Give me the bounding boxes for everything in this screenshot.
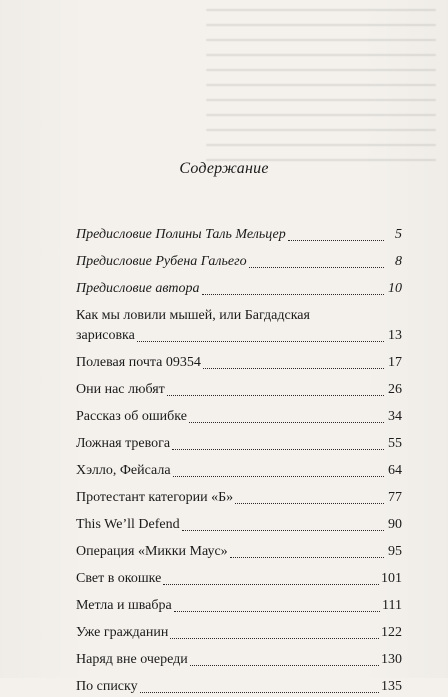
toc-entry-title-line1: Как мы ловили мышей, или Багдадская (76, 308, 310, 323)
toc-dot-leader (203, 368, 384, 369)
toc-page-number: 13 (388, 328, 402, 343)
toc-entry[interactable] (76, 279, 402, 299)
toc-page-number: 34 (388, 409, 402, 424)
toc-entry-title: Они нас любят (76, 382, 165, 397)
toc-entry-title: По списку (76, 679, 138, 694)
toc-entry[interactable] (76, 353, 402, 373)
toc-entry-title: Предисловие Рубена Гальего (76, 254, 247, 269)
toc-entry-title: Свет в окошке (76, 571, 162, 586)
toc-entry-title: Уже гражданин (76, 625, 169, 640)
toc-entry-title: Хэлло, Фейсала (76, 463, 171, 478)
toc-entry[interactable] (76, 306, 402, 346)
toc-page-number: 64 (388, 463, 402, 478)
toc-title: Содержание (179, 160, 269, 177)
toc-page-number: 55 (388, 436, 402, 451)
toc-dot-leader (172, 449, 384, 450)
toc-dot-leader (163, 584, 379, 585)
toc-page-number: 101 (381, 571, 402, 586)
toc-entry-title: This We’ll Defend (76, 517, 180, 532)
toc-page-number: 95 (388, 544, 402, 559)
toc-page-number: 17 (388, 355, 402, 370)
toc-dot-leader (230, 557, 384, 558)
toc-entry[interactable] (76, 542, 402, 562)
toc-dot-leader (137, 341, 384, 342)
toc-entry-title: Полевая почта 09354 (76, 355, 201, 370)
toc-entry[interactable] (76, 252, 402, 272)
toc-dot-leader (173, 476, 384, 477)
toc-entry[interactable] (76, 623, 402, 643)
toc-page-number: 77 (388, 490, 402, 505)
toc-entry[interactable] (76, 569, 402, 589)
toc-entry-title: Рассказ об ошибке (76, 409, 187, 424)
toc-entry-title: Наряд вне очереди (76, 652, 188, 667)
toc-entry[interactable] (76, 461, 402, 481)
toc-page-number: 122 (381, 625, 402, 640)
toc-entry-title: Предисловие автора (76, 281, 200, 296)
toc-entry[interactable] (76, 380, 402, 400)
bleed-through-text (206, 0, 436, 166)
toc-page-number: 26 (388, 382, 402, 397)
toc-entry[interactable] (76, 596, 402, 616)
toc-dot-leader (288, 240, 384, 241)
toc-page-number: 90 (388, 517, 402, 532)
toc-dot-leader (140, 692, 379, 693)
toc-entry[interactable] (76, 407, 402, 427)
toc-entry[interactable] (76, 225, 402, 245)
toc-page-number: 5 (395, 227, 402, 242)
toc-dot-leader (189, 422, 384, 423)
toc-dot-leader (182, 530, 384, 531)
toc-entry[interactable] (76, 650, 402, 670)
toc-entry[interactable] (76, 488, 402, 508)
toc-entry-title: Предисловие Полины Таль Мельцер (76, 227, 286, 242)
toc-dot-leader (249, 267, 384, 268)
toc-dot-leader (174, 611, 380, 612)
toc-entry-title: Операция «Микки Маус» (76, 544, 228, 559)
toc-page-number: 135 (381, 679, 402, 694)
toc-entry-title: Метла и швабра (76, 598, 172, 613)
table-of-contents (76, 225, 402, 697)
toc-dot-leader (170, 638, 379, 639)
toc-entry-title-line2: зарисовка (76, 328, 135, 343)
toc-dot-leader (190, 665, 379, 666)
toc-page-number: 8 (395, 254, 402, 269)
toc-entry[interactable] (76, 434, 402, 454)
toc-dot-leader (235, 503, 384, 504)
toc-entry[interactable] (76, 677, 402, 697)
toc-entry-title: Ложная тревога (76, 436, 171, 451)
toc-dot-leader (167, 395, 384, 396)
toc-entry-title: Протестант категории «Б» (76, 490, 234, 505)
toc-page-number: 130 (381, 652, 402, 667)
toc-dot-leader (202, 294, 384, 295)
toc-page-number: 10 (388, 281, 402, 296)
toc-page-number: 111 (382, 598, 402, 613)
toc-entry[interactable] (76, 515, 402, 535)
